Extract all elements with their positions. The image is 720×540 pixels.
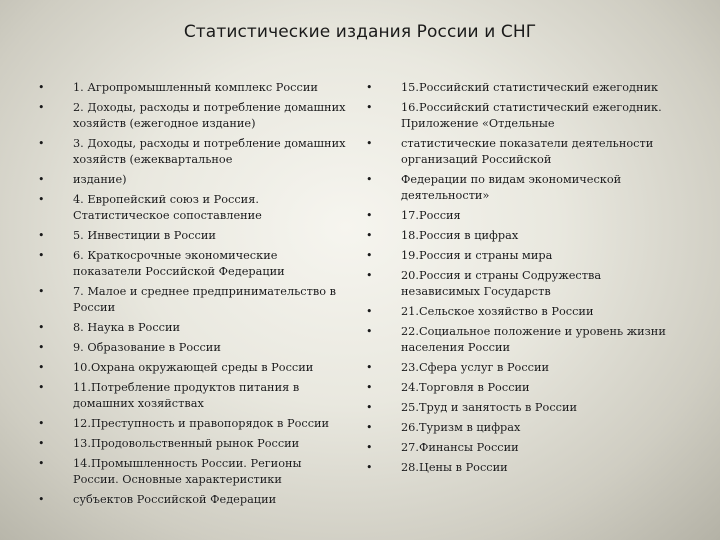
bullet-item — [38, 100, 348, 132]
bullet-text: 1. Агропромышленный комплекс России — [73, 81, 318, 94]
slide-title: Статистические издания России и СНГ — [183, 22, 537, 42]
bullet-dot-icon: • — [366, 361, 373, 374]
bullet-item — [366, 380, 666, 396]
bullet-text: 19.Россия и страны мира — [401, 249, 553, 262]
bullet-dot-icon: • — [366, 441, 373, 454]
bullet-item — [38, 340, 348, 356]
bullet-item — [366, 324, 666, 356]
bullet-item — [366, 172, 666, 204]
bullet-text: 25.Труд и занятость в России — [401, 401, 578, 414]
bullet-dot-icon: • — [38, 193, 45, 206]
bullet-dot-icon: • — [38, 229, 45, 242]
bullet-item — [366, 268, 666, 300]
bullet-text: 14.Промышленность России. Регионы России. Основные характеристики — [73, 457, 302, 486]
bullet-item — [38, 284, 348, 316]
right-bullet-list — [366, 80, 666, 480]
bullet-item — [38, 380, 348, 412]
bullet-item — [38, 192, 348, 224]
bullet-dot-icon: • — [366, 421, 373, 434]
bullet-item — [38, 492, 348, 508]
bullet-item — [38, 80, 348, 96]
bullet-dot-icon: • — [366, 173, 373, 186]
bullet-dot-icon: • — [366, 461, 373, 474]
bullet-text: 3. Доходы, расходы и потребление домашних хозяйств (ежеквартальное — [73, 137, 346, 166]
bullet-text: издание) — [73, 173, 127, 186]
bullet-dot-icon: • — [366, 209, 373, 222]
bullet-text: Федерации по видам экономической деятельности» — [401, 173, 622, 202]
bullet-text: субъектов Российской Федерации — [73, 493, 277, 506]
bullet-item — [366, 100, 666, 132]
bullet-item — [38, 456, 348, 488]
bullet-text: 12.Преступность и правопорядок в России — [73, 417, 330, 430]
bullet-item — [366, 360, 666, 376]
bullet-item — [366, 420, 666, 436]
bullet-dot-icon: • — [38, 173, 45, 186]
bullet-item — [38, 228, 348, 244]
bullet-dot-icon: • — [38, 249, 45, 262]
bullet-text: 4. Европейский союз и Россия. Статистическое сопоставление — [73, 193, 262, 222]
bullet-text: 23.Сфера услуг в России — [401, 361, 550, 374]
bullet-dot-icon: • — [366, 229, 373, 242]
bullet-dot-icon: • — [38, 101, 45, 114]
bullet-text: 21.Сельское хозяйство в России — [401, 305, 594, 318]
bullet-dot-icon: • — [366, 401, 373, 414]
bullet-text: 2. Доходы, расходы и потребление домашних хозяйств (ежегодное издание) — [73, 101, 346, 130]
bullet-text: 28.Цены в России — [401, 461, 508, 474]
bullet-dot-icon: • — [38, 137, 45, 150]
bullet-text: 27.Финансы России — [401, 441, 519, 454]
bullet-item — [38, 172, 348, 188]
bullet-text: 9. Образование в России — [73, 341, 221, 354]
bullet-item — [366, 400, 666, 416]
bullet-dot-icon: • — [38, 457, 45, 470]
bullet-text: 17.Россия — [401, 209, 461, 222]
bullet-dot-icon: • — [366, 381, 373, 394]
bullet-text: 24.Торговля в России — [401, 381, 530, 394]
bullet-dot-icon: • — [366, 101, 373, 114]
bullet-text: 6. Краткосрочные экономические показатели Российской Федерации — [73, 249, 285, 278]
bullet-text: 7. Малое и среднее предпринимательство в России — [73, 285, 336, 314]
bullet-text: 22.Социальное положение и уровень жизни населения России — [401, 325, 666, 354]
bullet-item — [366, 80, 666, 96]
bullet-dot-icon: • — [38, 285, 45, 298]
bullet-dot-icon: • — [366, 137, 373, 150]
bullet-dot-icon: • — [38, 417, 45, 430]
bullet-text: 8. Наука в России — [73, 321, 181, 334]
bullet-item — [366, 440, 666, 456]
bullet-text: 13.Продовольственный рынок России — [73, 437, 300, 450]
bullet-text: 11.Потребление продуктов питания в домашних хозяйствах — [73, 381, 300, 410]
bullet-text: 15.Российский статистический ежегодник — [401, 81, 659, 94]
bullet-dot-icon: • — [366, 81, 373, 94]
bullet-dot-icon: • — [366, 249, 373, 262]
bullet-text: 18.Россия в цифрах — [401, 229, 519, 242]
bullet-dot-icon: • — [38, 437, 45, 450]
bullet-item — [366, 248, 666, 264]
left-bullet-list — [38, 80, 348, 512]
bullet-item — [366, 304, 666, 320]
bullet-text: 20.Россия и страны Содружества независимых Государств — [401, 269, 602, 298]
bullet-dot-icon: • — [366, 325, 373, 338]
bullet-dot-icon: • — [38, 81, 45, 94]
bullet-item — [38, 136, 348, 168]
bullet-text: 5. Инвестиции в России — [73, 229, 216, 242]
bullet-item — [38, 436, 348, 452]
bullet-dot-icon: • — [38, 493, 45, 506]
bullet-item — [38, 416, 348, 432]
bullet-text: 16.Российский статистический ежегодник. Приложение «Отдельные — [401, 101, 662, 130]
bullet-item — [38, 320, 348, 336]
bullet-item — [38, 360, 348, 376]
bullet-item — [366, 460, 666, 476]
bullet-dot-icon: • — [38, 361, 45, 374]
bullet-item — [38, 248, 348, 280]
bullet-text: 10.Охрана окружающей среды в России — [73, 361, 314, 374]
bullet-item — [366, 228, 666, 244]
bullet-item — [366, 208, 666, 224]
bullet-dot-icon: • — [38, 341, 45, 354]
bullet-item — [366, 136, 666, 168]
bullet-dot-icon: • — [366, 269, 373, 282]
bullet-text: 26.Туризм в цифрах — [401, 421, 521, 434]
bullet-dot-icon: • — [366, 305, 373, 318]
bullet-dot-icon: • — [38, 381, 45, 394]
bullet-text: статистические показатели деятельности организаций Российской — [401, 137, 654, 166]
bullet-dot-icon: • — [38, 321, 45, 334]
